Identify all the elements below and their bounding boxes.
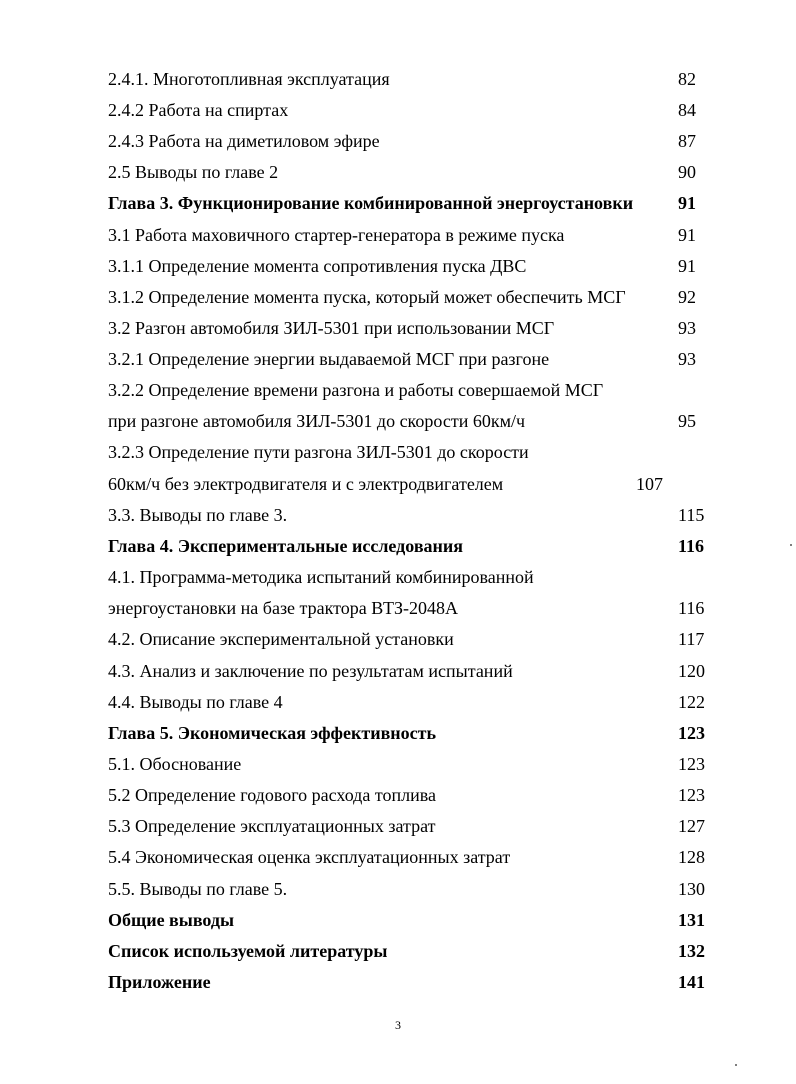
toc-entry (108, 157, 708, 188)
scan-speck (735, 1064, 737, 1066)
toc-entry-title: 3.2.1 Определение энергии выдаваемой МСГ при разгоне (108, 349, 550, 369)
toc-entry (108, 562, 708, 593)
toc-entry-title: 2.4.3 Работа на диметиловом эфире (108, 131, 380, 151)
toc-entry-page: 141 (678, 972, 705, 992)
toc-entry-page: 84 (678, 100, 696, 120)
toc-entry (108, 406, 708, 437)
toc-entry-page: 93 (678, 318, 696, 338)
toc-entry-title: Приложение (108, 972, 211, 992)
toc-entry-page: 123 (678, 754, 705, 774)
toc-entry-title: 4.4. Выводы по главе 4 (108, 692, 283, 712)
toc-entry-page: 95 (678, 411, 696, 431)
toc-entry-title: 5.2 Определение годового расхода топлива (108, 785, 436, 805)
toc-entry-title: 3.1 Работа маховичного стартер-генератора в режиме пуска (108, 225, 565, 245)
toc-entry (108, 780, 708, 811)
toc-entry-page: 91 (678, 225, 696, 245)
toc-entry (108, 375, 708, 406)
toc-entry-page: 91 (678, 193, 696, 213)
toc-entry-title: 5.3 Определение эксплуатационных затрат (108, 816, 436, 836)
scan-speck (790, 544, 792, 546)
toc-heading (108, 718, 708, 749)
toc-entry (108, 220, 708, 251)
toc-entry (108, 656, 708, 687)
toc-entry (108, 344, 708, 375)
toc-entry (108, 593, 708, 624)
toc-entry-page: 122 (678, 692, 705, 712)
toc-heading (108, 905, 708, 936)
toc-entry-title: 4.3. Анализ и заключение по результатам испытаний (108, 661, 513, 681)
toc-entry-title: Глава 3. Функционирование комбинированной энергоустановки (108, 193, 634, 213)
toc-entry-page: 90 (678, 162, 696, 182)
toc-entry (108, 313, 708, 344)
toc-entry-page: 131 (678, 910, 705, 930)
toc-entry-title: 5.5. Выводы по главе 5. (108, 879, 288, 899)
toc-entry-title: 3.2 Разгон автомобиля ЗИЛ-5301 при использовании МСГ (108, 318, 555, 338)
toc-entry (108, 437, 708, 468)
toc-entry (108, 282, 708, 313)
toc-entry (108, 842, 708, 873)
toc-entry (108, 251, 708, 282)
toc-entry-title: 3.1.1 Определение момента сопротивления пуска ДВС (108, 256, 527, 276)
toc-entry (108, 811, 708, 842)
toc-entry-page: 91 (678, 256, 696, 276)
toc-entry-page: 117 (678, 629, 705, 649)
toc-entry (108, 64, 708, 95)
toc-entry-title: 4.1. Программа-методика испытаний комбинированной (108, 567, 534, 587)
toc-entry (108, 687, 708, 718)
toc-entry-title: 2.4.1. Многотопливная эксплуатация (108, 69, 390, 89)
toc-entry-page: 128 (678, 847, 705, 867)
toc-heading (108, 967, 708, 998)
toc-heading (108, 188, 708, 219)
toc-entry-page: 115 (678, 505, 705, 525)
toc-entry-page: 116 (678, 598, 705, 618)
toc-entry-page: 130 (678, 879, 705, 899)
toc-entry (108, 95, 708, 126)
toc-entry-title: 3.1.2 Определение момента пуска, который может обеспечить МСГ (108, 287, 626, 307)
toc-entry-title: 5.1. Обоснование (108, 754, 242, 774)
toc-entry (108, 624, 708, 655)
toc-entry-page: 123 (678, 785, 705, 805)
toc-entry-page: 87 (678, 131, 696, 151)
toc-entry-title: 60км/ч без электродвигателя и с электродвигателем (108, 474, 504, 494)
toc-entry-page: 92 (678, 287, 696, 307)
toc-entry-title: 3.2.2 Определение времени разгона и работы совершаемой МСГ (108, 380, 604, 400)
toc-entry-title: Общие выводы (108, 910, 235, 930)
toc-entry-title: при разгоне автомобиля ЗИЛ-5301 до скорости 60км/ч (108, 411, 526, 431)
toc-entry-page: 116 (678, 536, 705, 556)
toc-entry-title: 3.3. Выводы по главе 3. (108, 505, 288, 525)
toc-entry (108, 469, 708, 500)
toc-entry-page: 82 (678, 69, 696, 89)
toc-entry-page: 93 (678, 349, 696, 369)
toc-entry-page: 120 (678, 661, 705, 681)
toc-entry-page: 107 (636, 474, 663, 494)
page-number: 3 (395, 1018, 401, 1032)
toc-entry-title: 2.5 Выводы по главе 2 (108, 162, 279, 182)
toc-entry-title: 5.4 Экономическая оценка эксплуатационных затрат (108, 847, 511, 867)
toc-heading (108, 936, 708, 967)
toc-entry (108, 749, 708, 780)
toc-heading (108, 531, 708, 562)
toc-entry (108, 874, 708, 905)
toc-entry-title: Глава 5. Экономическая эффективность (108, 723, 437, 743)
toc-entry-title: Список используемой литературы (108, 941, 388, 961)
toc-entry-title: энергоустановки на базе трактора ВТЗ-2048А (108, 598, 459, 618)
toc-entry-title: 3.2.3 Определение пути разгона ЗИЛ-5301 до скорости (108, 442, 529, 462)
toc-entry-title: 4.2. Описание экспериментальной установки (108, 629, 454, 649)
toc-entry (108, 126, 708, 157)
toc-entry-page: 132 (678, 941, 705, 961)
toc-entry-title: Глава 4. Экспериментальные исследования (108, 536, 464, 556)
toc-entry-title: 2.4.2 Работа на спиртах (108, 100, 289, 120)
toc-entry-page: 127 (678, 816, 705, 836)
toc-entry (108, 500, 708, 531)
toc-entry-page: 123 (678, 723, 705, 743)
